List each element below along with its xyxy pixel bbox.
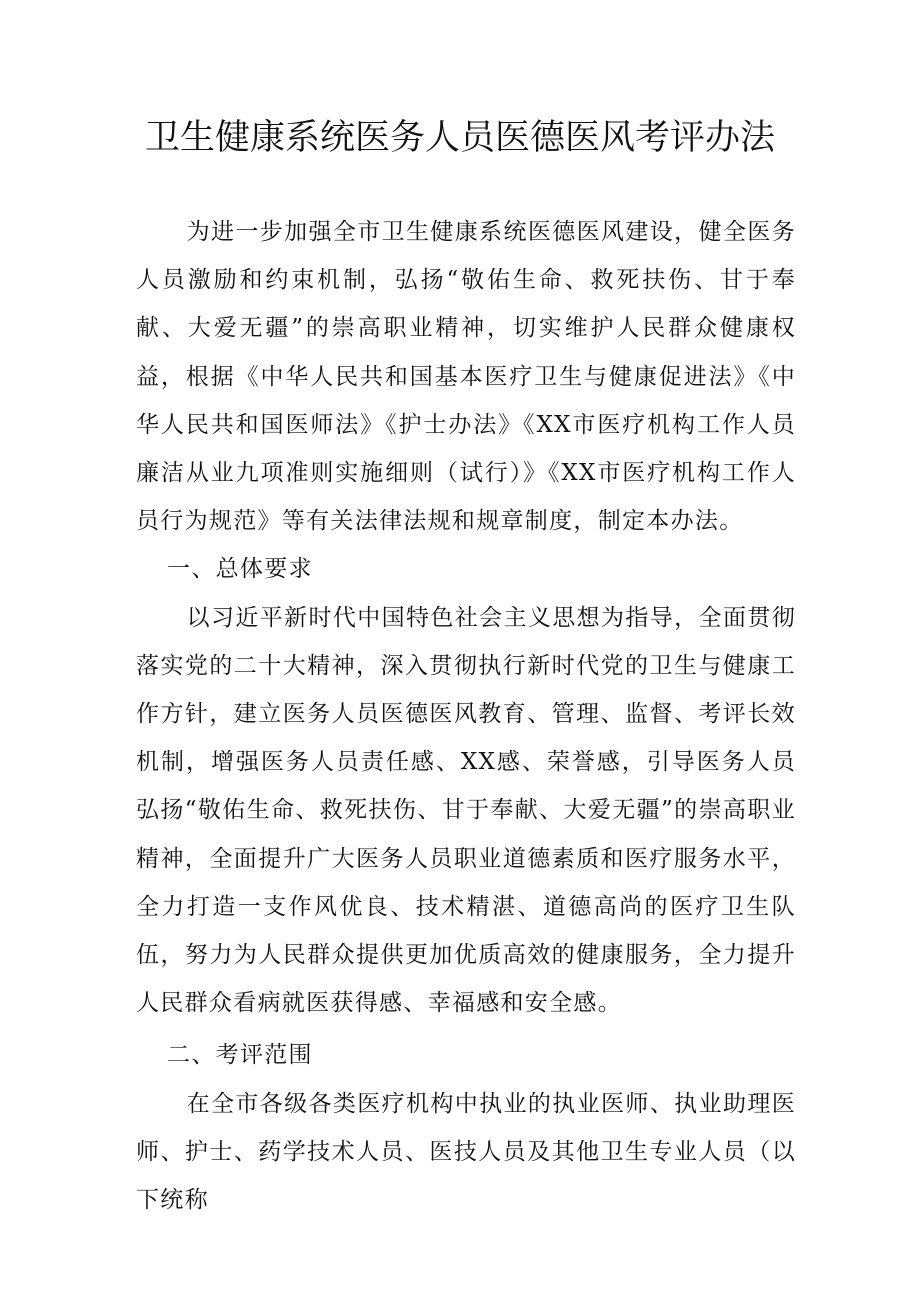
document-body <box>136 208 796 1224</box>
section-heading-general-requirements: 一、总体要求 <box>167 556 313 583</box>
general-requirements-paragraph: 以习近平新时代中国特色社会主义思想为指导，全面贯彻落实党的二十大精神，深入贯彻执行新时代党的卫生与健康工作方针，建立医务人员医德医风教育、管理、监督、考评长效机制，增强医务人员责任感、XX感、荣誉感，引导医务人员弘扬“敬佑生命、救死扶伤、甘于奉献、大爱无疆”的崇高职业精神，全面提升广大医务人员职业道德素质和医疗服务水平，全力打造一支作风优良、技术精湛、道德高尚的医疗卫生队伍，努力为人民群众提供更加优质高效的健康服务，全力提升人民群众看病就医获得感、幸福感和安全感。 <box>136 604 796 1017</box>
section-heading-evaluation-scope: 二、考评范围 <box>167 1042 313 1069</box>
evaluation-scope-paragraph: 在全市各级各类医疗机构中执业的执业医师、执业助理医师、护士、药学技术人员、医技人员及其他卫生专业人员（以下统称 <box>136 1090 796 1214</box>
intro-paragraph: 为进一步加强全市卫生健康系统医德医风建设，健全医务人员激励和约束机制，弘扬“敬佑生命、救死扶伤、甘于奉献、大爱无疆”的崇高职业精神，切实维护人民群众健康权益，根据《中华人民共和国基本医疗卫生与健康促进法》《中华人民共和国医师法》《护士办法》《XX市医疗机构工作人员廉洁从业九项准则实施细则（试行）》《XX市医疗机构工作人员行为规范》等有关法律法规和规章制度，制定本办法。 <box>136 219 796 535</box>
document-title: 卫生健康系统医务人员医德医风考评办法 <box>144 118 775 158</box>
